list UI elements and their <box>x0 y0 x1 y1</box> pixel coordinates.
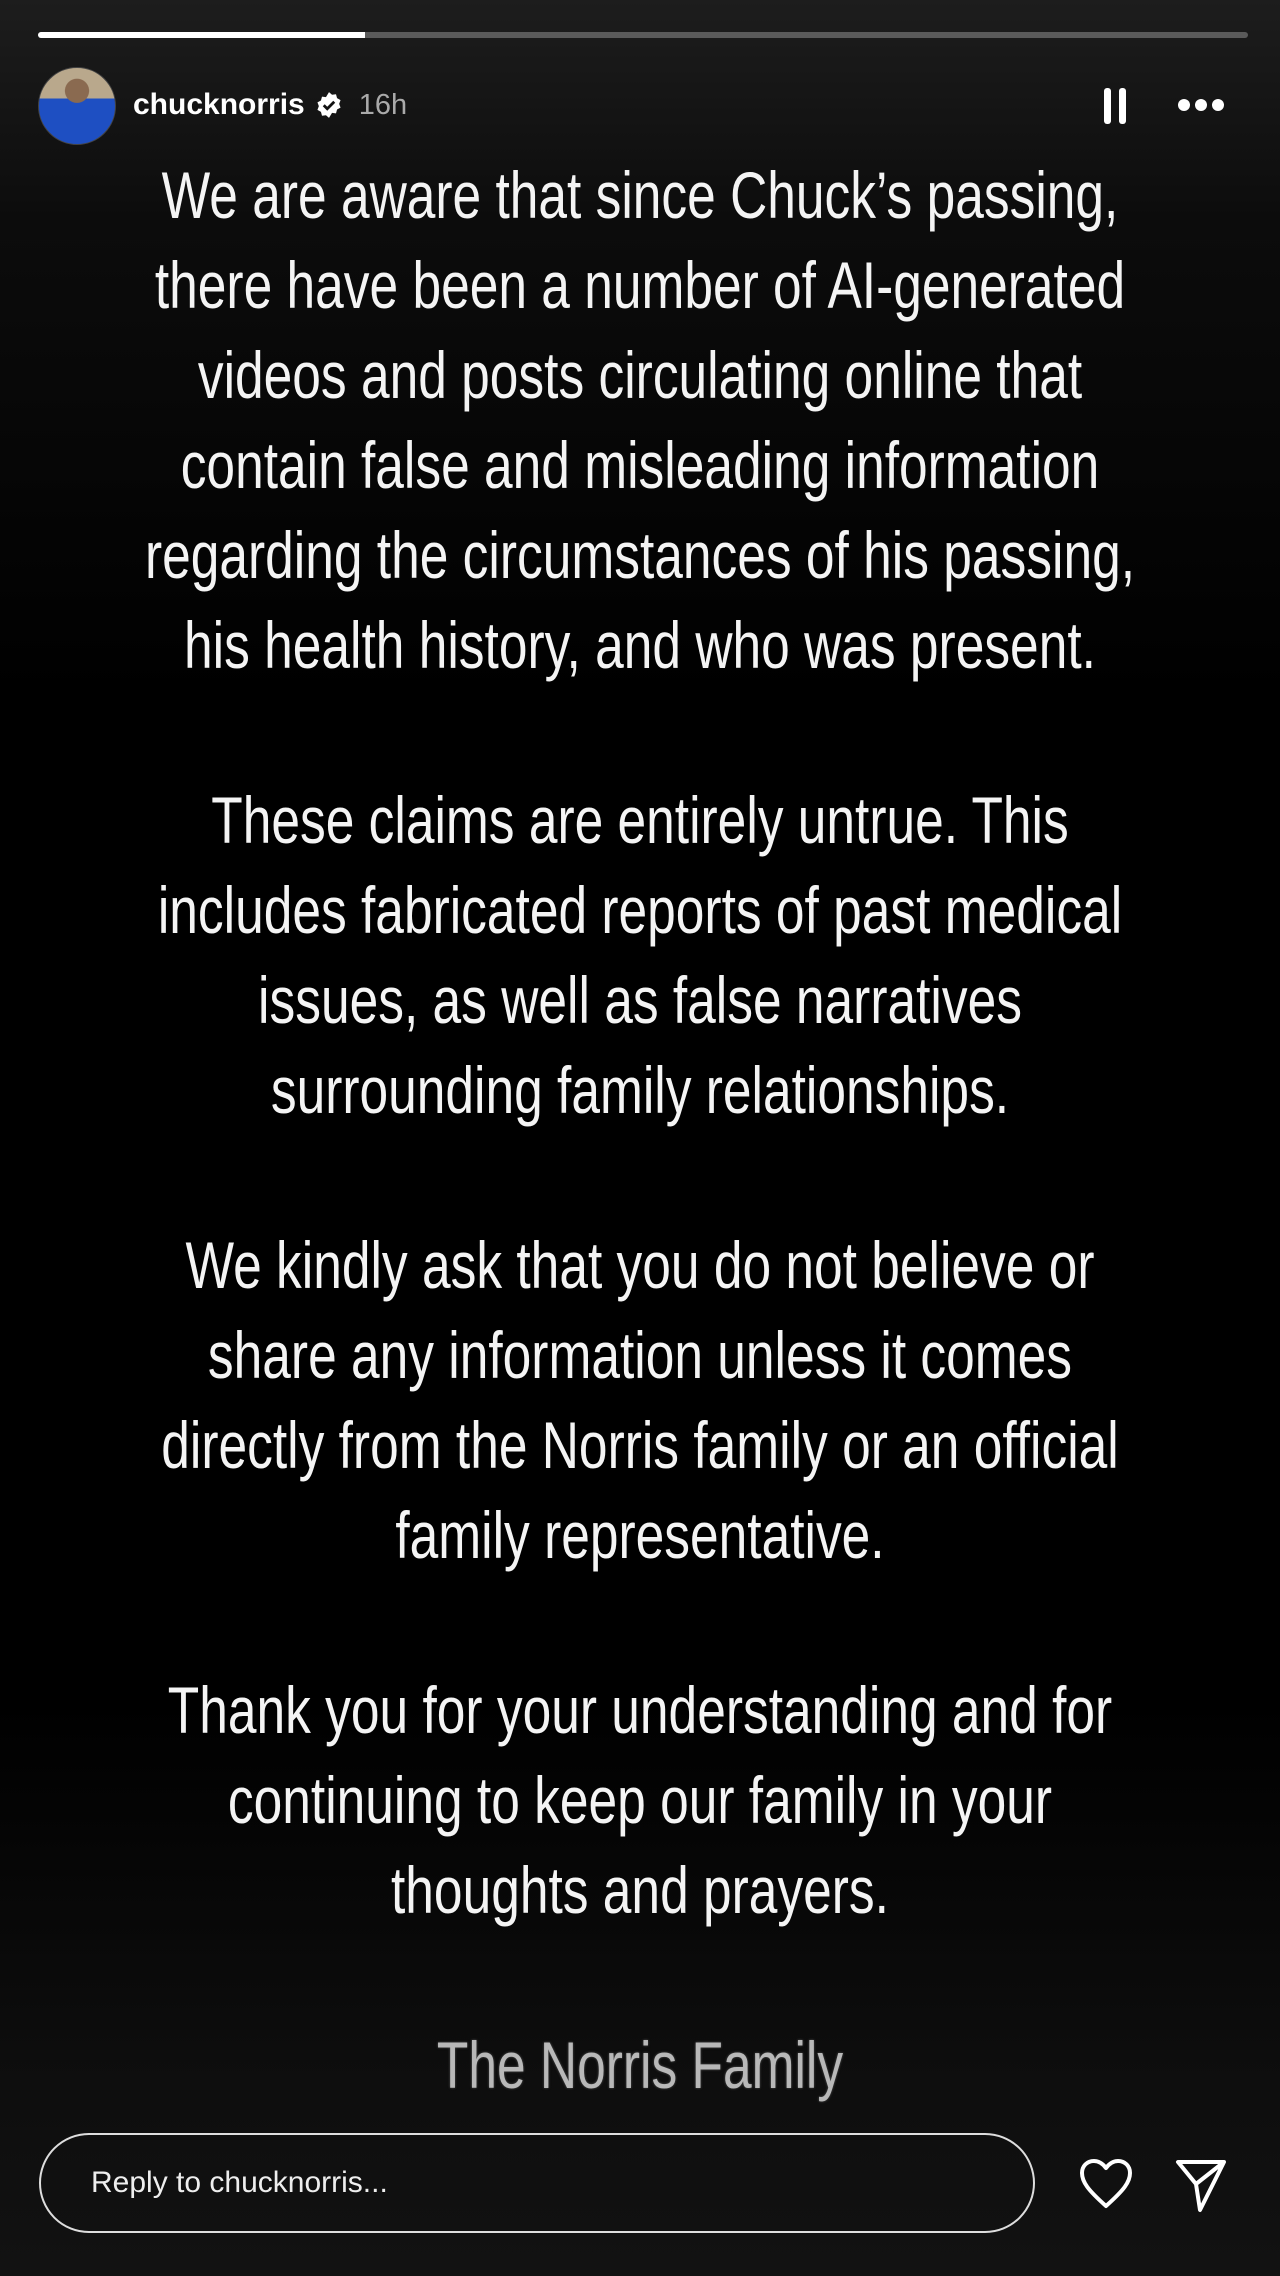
story-progress-fill <box>38 32 365 38</box>
story-text-line: regarding the circumstances of his passing, <box>144 518 1136 592</box>
reply-field[interactable] <box>39 2133 1035 2233</box>
story-text-line: share any information unless it comes <box>207 1318 1073 1392</box>
story-text-line: issues, as well as false narratives <box>258 963 1022 1037</box>
reply-input[interactable] <box>89 2165 993 2201</box>
verified-badge-icon <box>315 91 343 119</box>
story-text-line: there have been a number of AI-generated <box>154 248 1126 322</box>
story-text-line: videos and posts circulating online that <box>197 338 1083 412</box>
post-time: 16h <box>358 88 408 121</box>
story-text-line: Thank you for your understanding and for <box>167 1673 1113 1747</box>
story-progress-bar <box>38 32 1248 38</box>
signature: The Norris Family <box>436 2028 844 2102</box>
avatar[interactable] <box>38 67 116 145</box>
story-header <box>133 88 407 122</box>
username[interactable]: chucknorris <box>133 88 305 121</box>
story-text-line: We are aware that since Chuck’s passing, <box>161 158 1119 232</box>
heart-icon[interactable] <box>1078 2158 1134 2210</box>
more-icon[interactable] <box>1176 95 1226 115</box>
story-text-line: includes fabricated reports of past medical <box>157 873 1123 947</box>
story-text-line: family representative. <box>395 1498 885 1572</box>
send-icon[interactable] <box>1174 2158 1228 2214</box>
story-text-line: thoughts and prayers. <box>390 1853 889 1927</box>
story-text-line: We kindly ask that you do not believe or <box>185 1228 1095 1302</box>
story-text <box>0 150 1280 2110</box>
story-text-line: directly from the Norris family or an official <box>161 1408 1119 1482</box>
story-text-line: continuing to keep our family in your <box>227 1763 1053 1837</box>
story-text-line: These claims are entirely untrue. This <box>211 783 1069 857</box>
pause-icon[interactable] <box>1102 88 1128 124</box>
story-text-line: surrounding family relationships. <box>270 1053 1010 1127</box>
story-text-line: his health history, and who was present. <box>184 608 1096 682</box>
story-text-line: contain false and misleading information <box>180 428 1100 502</box>
